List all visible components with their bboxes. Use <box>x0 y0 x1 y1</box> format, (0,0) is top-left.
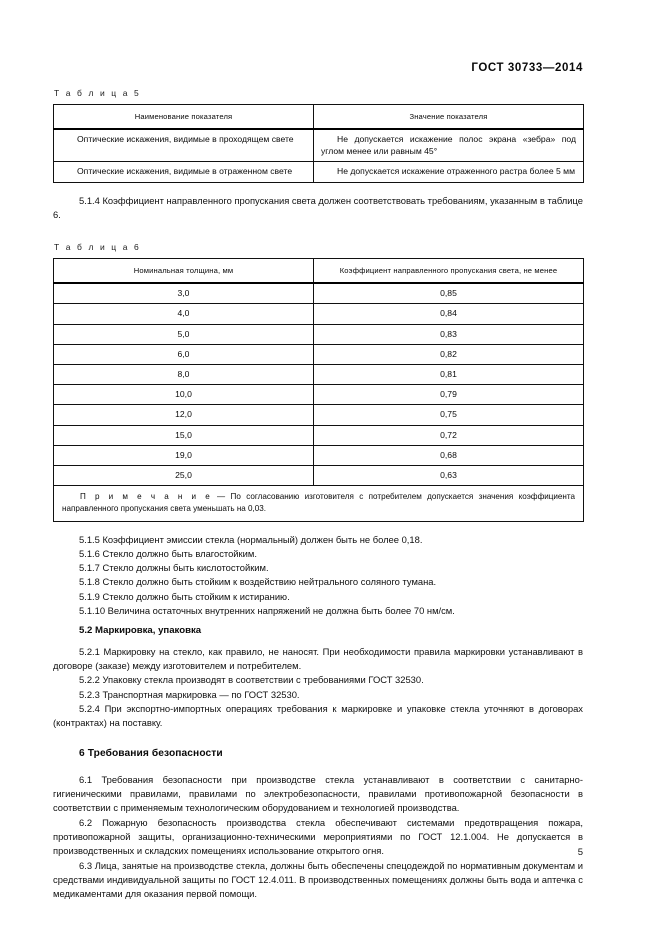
spacer <box>53 522 583 533</box>
cell-thickness: 4,0 <box>54 304 314 324</box>
cell-thickness: 5,0 <box>54 324 314 344</box>
table-row <box>54 162 584 182</box>
clause-5-2-4 <box>53 702 583 731</box>
clause-text: 5.1.6 Стекло должно быть влагостойким. <box>79 547 257 559</box>
clause-5-2-3 <box>53 688 583 702</box>
spacer <box>53 730 583 746</box>
note-text: — По согласованию изготовителя с потребителем допускается значения коэффициента направленного пропускания света уменьшать на 0,03. <box>62 492 575 514</box>
cell-text: Оптические искажения, видимые в отраженном свете <box>77 166 293 177</box>
clause-5-1-7 <box>53 561 583 575</box>
spacer <box>53 762 583 773</box>
table-5-cell-name <box>54 162 314 182</box>
clause-5-1-6 <box>53 547 583 561</box>
spacer <box>53 222 583 242</box>
table-6-header-thickness: Номинальная толщина, мм <box>54 259 314 284</box>
clause-6-1 <box>53 773 583 816</box>
cell-thickness: 15,0 <box>54 425 314 445</box>
table-row <box>54 365 584 385</box>
clause-text: 5.1.9 Стекло должно быть стойким к истиранию. <box>79 590 290 602</box>
table-row <box>54 283 584 304</box>
table-5-cell-value <box>314 162 584 182</box>
clause-text: 5.1.8 Стекло должно быть стойким к воздействию нейтрального соляного тумана. <box>79 576 437 588</box>
table-6-header-row <box>54 259 584 284</box>
cell-thickness: 10,0 <box>54 385 314 405</box>
page-content <box>53 88 583 901</box>
table-row <box>54 405 584 425</box>
cell-thickness: 25,0 <box>54 466 314 486</box>
cell-text: Не допускается искажение полос экрана «зебра» под углом менее или равным 45° <box>321 134 576 157</box>
cell-coefficient: 0,81 <box>314 365 584 385</box>
clause-text: 6.3 Лица, занятые на производстве стекла, должны быть обеспечены спецодеждой по нормативным документам и средствами индивидуальной защиты по ГОСТ 12.4.011. В производственных помещениях должны быть вода и аптечка с медикаментами для оказания первой помощи. <box>53 859 583 900</box>
table-5-cell-name <box>54 129 314 162</box>
table-row <box>54 324 584 344</box>
table-6-header-coefficient: Коэффициент направленного пропускания света, не менее <box>314 259 584 284</box>
clause-text: 5.1.7 Стекло должны быть кислотостойким. <box>79 562 269 574</box>
table-row <box>54 445 584 465</box>
table-6-note <box>54 486 584 521</box>
table-6 <box>53 258 584 521</box>
table-row <box>54 466 584 486</box>
cell-coefficient: 0,82 <box>314 344 584 364</box>
spacer <box>53 183 583 194</box>
cell-thickness: 3,0 <box>54 283 314 304</box>
cell-coefficient: 0,85 <box>314 283 584 304</box>
table-row <box>54 129 584 162</box>
clause-5-2-2 <box>53 673 583 687</box>
cell-coefficient: 0,63 <box>314 466 584 486</box>
table-row <box>54 304 584 324</box>
heading-text: 6 Требования безопасности <box>79 748 223 760</box>
cell-text: Не допускается искажение отраженного растра более 5 мм <box>337 166 575 177</box>
cell-coefficient: 0,84 <box>314 304 584 324</box>
clause-5-1-9 <box>53 590 583 604</box>
table-row <box>54 425 584 445</box>
heading-5-2 <box>53 624 583 638</box>
cell-thickness: 12,0 <box>54 405 314 425</box>
page-number: 5 <box>577 847 583 858</box>
clause-6-3 <box>53 859 583 902</box>
table-5-caption: Т а б л и ц а 5 <box>54 88 141 98</box>
clause-5-1-8 <box>53 575 583 589</box>
cell-thickness: 6,0 <box>54 344 314 364</box>
clause-5-2-1 <box>53 645 583 674</box>
clause-6-2 <box>53 816 583 859</box>
clause-text: 6.2 Пожарную безопасность производства стекла обеспечивают системами предотвращения пожара, противопожарной защиты, организационно-техническими мероприятиями по ГОСТ 12.1.004. Не допускается в производственных и складских помещениях использование открытого огня. <box>53 816 583 857</box>
table-6-note-row <box>54 486 584 521</box>
heading-6 <box>53 746 583 761</box>
clause-text: 5.1.4 Коэффициент направленного пропускания света должен соответствовать требованиям, указанным в таблице 6. <box>53 194 583 220</box>
cell-thickness: 8,0 <box>54 365 314 385</box>
cell-coefficient: 0,79 <box>314 385 584 405</box>
cell-coefficient: 0,75 <box>314 405 584 425</box>
cell-coefficient: 0,83 <box>314 324 584 344</box>
clause-5-1-10 <box>53 604 583 618</box>
table-5 <box>53 104 584 183</box>
cell-coefficient: 0,68 <box>314 445 584 465</box>
clause-text: 5.1.10 Величина остаточных внутренних напряжений не должна быть более 70 нм/см. <box>79 605 455 616</box>
cell-text: Оптические искажения, видимые в проходящем свете <box>77 134 294 144</box>
table-row <box>54 344 584 364</box>
cell-coefficient: 0,72 <box>314 425 584 445</box>
table-5-cell-value <box>314 129 584 162</box>
clause-text: 5.2.1 Маркировку на стекло, как правило, не наносят. При необходимости правила маркировки устанавливают в договоре (заказе) между изготовителем и потребителем. <box>53 645 583 671</box>
clause-5-1-4 <box>53 194 583 223</box>
clause-text: 5.2.4 При экспортно-импортных операциях требования к маркировке и упаковке стекла уточняют в договорах (контрактах) на поставку. <box>53 702 583 729</box>
cell-thickness: 19,0 <box>54 445 314 465</box>
note-label: П р и м е ч а н и е <box>80 492 212 502</box>
clause-text: 5.2.2 Упаковку стекла производят в соответствии с требованиями ГОСТ 32530. <box>79 674 424 686</box>
table-row <box>54 385 584 405</box>
table-6-caption: Т а б л и ц а 6 <box>54 242 141 253</box>
clause-5-1-5 <box>53 533 583 547</box>
table-5-header-row <box>54 105 584 130</box>
table-5-header-name: Наименование показателя <box>54 105 314 130</box>
table-5-header-value: Значение показателя <box>314 105 584 130</box>
clause-text: 6.1 Требования безопасности при производстве стекла устанавливают в соответствии с санитарно-гигиеническими правилами, правилами по электробезопасности, правилами противопожарной безопасности в соответствии с применяемым технологическим оборудованием и технологией производства. <box>53 773 583 814</box>
heading-text: 5.2 Маркировка, упаковка <box>79 625 202 637</box>
running-head: ГОСТ 30733—2014 <box>471 62 583 74</box>
clause-text: 5.1.5 Коэффициент эмиссии стекла (нормальный) должен быть не более 0,18. <box>79 533 423 545</box>
clause-text: 5.2.3 Транспортная маркировка — по ГОСТ 32530. <box>79 688 300 700</box>
table-6-body <box>54 283 584 521</box>
